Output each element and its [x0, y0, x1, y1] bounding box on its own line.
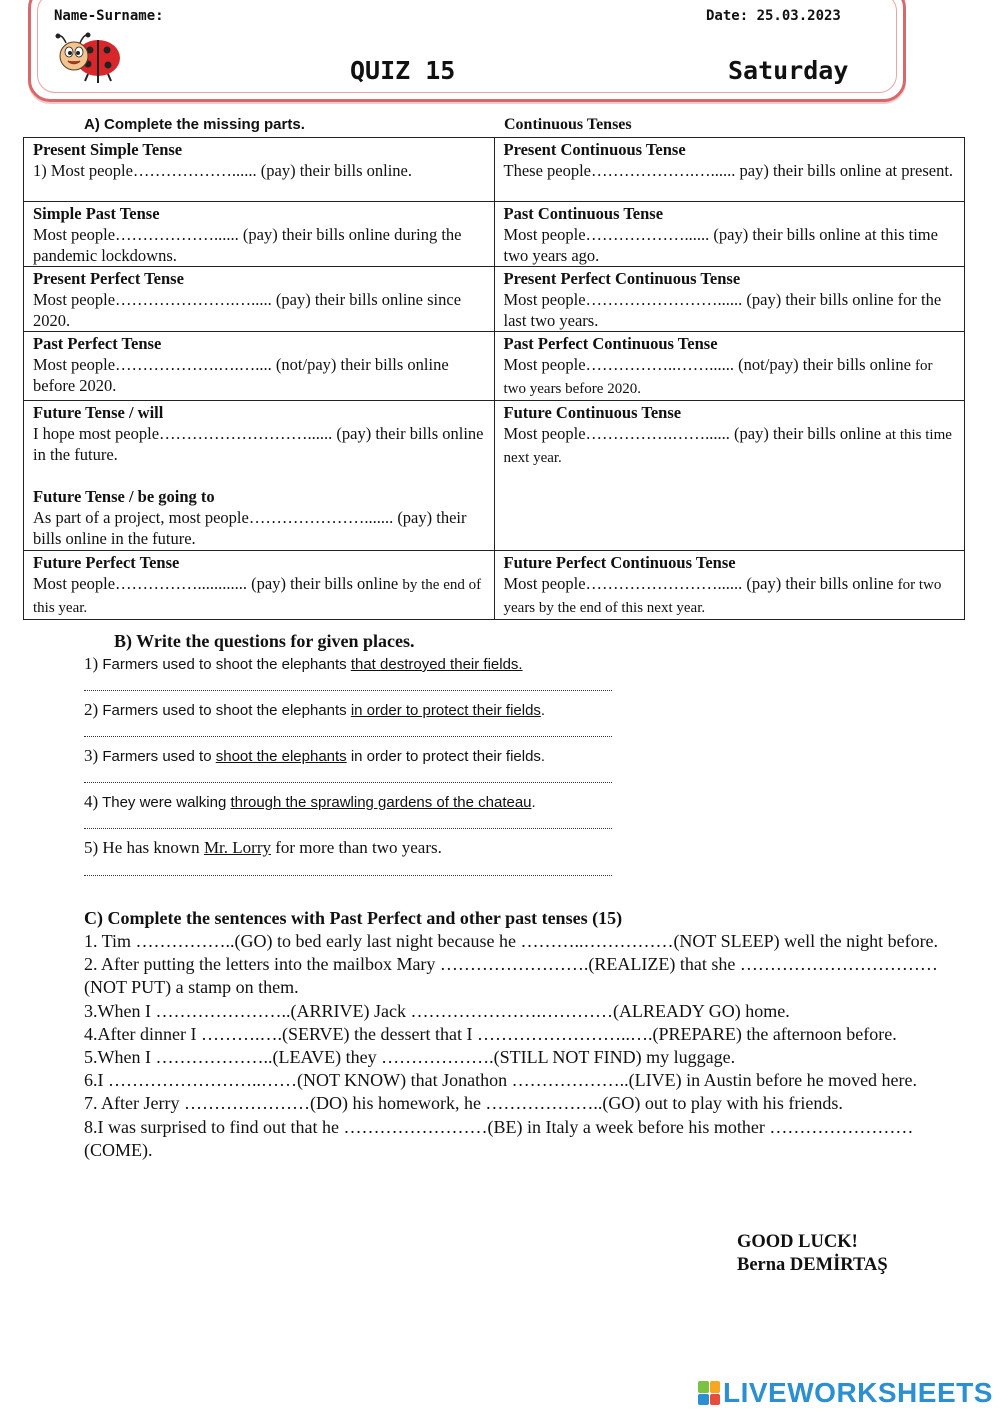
- table-row: [24, 267, 965, 332]
- liveworksheets-text: LIVEWORKSHEETS: [723, 1377, 993, 1408]
- name-surname-label: Name-Surname:: [54, 8, 164, 24]
- table-row: [24, 401, 965, 551]
- section-a-instruction: A) Complete the missing parts.: [84, 116, 305, 133]
- liveworksheets-logo: [698, 1378, 993, 1408]
- sentence-2: 2. After putting the letters into the mailbox Mary …………………….(REALIZE) that she ……………………………(NOT PUT) a stamp on them.: [84, 954, 938, 998]
- sentence-3: 3.When I …………………..(ARRIVE) Jack ………………….…………(ALREADY GO) home.: [84, 1000, 790, 1021]
- tenses-table: [23, 137, 965, 620]
- answer-line-4[interactable]: [84, 828, 612, 829]
- good-luck-text: GOOD LUCK!: [737, 1232, 858, 1252]
- table-cell: Future Continuous Tense Most people…………….……...... (pay) their bills online at this time next year.: [494, 401, 965, 551]
- question-5: 5) He has known Mr. Lorry for more than two years.: [84, 838, 442, 857]
- question-3: 3) Farmers used to shoot the elephants in order to protect their fields.: [84, 746, 546, 765]
- table-row: [24, 551, 965, 620]
- answer-line-1[interactable]: [84, 690, 612, 691]
- answer-line-2[interactable]: [84, 736, 612, 737]
- sentence-7: 7. After Jerry …………………(DO) his homework, he ………………..(GO) out to play with his friends.: [84, 1093, 843, 1114]
- closing-block: [737, 1231, 888, 1277]
- table-cell: Present Continuous Tense These people……………….…...... pay) their bills online at present.: [494, 138, 965, 202]
- table-cell: Simple Past Tense Most people………………...... (pay) their bills online during the pandemic lockdowns.: [24, 202, 495, 267]
- table-cell: Present Perfect Tense Most people………………….…..... (pay) their bills online since 2020.: [24, 267, 495, 332]
- section-b-title: B) Write the questions for given places.: [114, 631, 415, 651]
- table-cell: Past Perfect Continuous Tense Most people……………..……...... (not/pay) their bills online for two years before 2020.: [494, 332, 965, 401]
- table-row: [24, 138, 965, 202]
- table-row: [24, 202, 965, 267]
- date-label: Date: 25.03.2023: [706, 8, 841, 24]
- sentence-6: 6.I ……………………..……(NOT KNOW) that Jonathon ………………..(LIVE) in Austin before he moved here.: [84, 1070, 918, 1091]
- question-4: 4) They were walking through the sprawling gardens of the chateau.: [84, 792, 536, 811]
- table-cell: Future Tense / will I hope most people………………………...... (pay) their bills online in the future. Future Tense / be going to As part of a project, most people…………………....... (pay) their bills online in the future.: [24, 401, 495, 551]
- section-c-sentences: [84, 930, 964, 1162]
- sentence-8: 8.I was surprised to find out that he ……………………(BE) in Italy a week before his mother ……………………(COME).: [84, 1116, 914, 1160]
- answer-line-5[interactable]: [84, 875, 612, 876]
- table-cell: Past Perfect Tense Most people……………….….….... (not/pay) their bills online before 2020.: [24, 332, 495, 401]
- quiz-day: Saturday: [728, 56, 849, 85]
- table-row: [24, 332, 965, 401]
- question-2: 2) Farmers used to shoot the elephants in order to protect their fields.: [84, 700, 546, 719]
- table-cell: Past Continuous Tense Most people………………...... (pay) their bills online at this time two years ago.: [494, 202, 965, 267]
- ladybug-icon: [52, 28, 124, 84]
- sentence-4: 4.After dinner I ……….….(SERVE) the dessert that I ……………………..….(PREPARE) the afternoon before.: [84, 1023, 897, 1044]
- sentence-1: 1. Tim ……………..(GO) to bed early last night because he ………..……………(NOT SLEEP) well the night before.: [84, 931, 939, 951]
- sentence-5: 5.When I ………………..(LEAVE) they ……………….(STILL NOT FIND) my luggage.: [84, 1047, 736, 1068]
- continuous-tenses-heading: Continuous Tenses: [504, 116, 632, 133]
- table-cell: Future Perfect Tense Most people……………............ (pay) their bills online by the end of this year.: [24, 551, 495, 620]
- table-cell: Present Perfect Continuous Tense Most people……………………...... (pay) their bills online for the last two years.: [494, 267, 965, 332]
- author-name: Berna DEMİRTAŞ: [737, 1255, 888, 1275]
- liveworksheets-mark-icon: [698, 1381, 720, 1405]
- answer-line-3[interactable]: [84, 782, 612, 783]
- section-c-title: C) Complete the sentences with Past Perfect and other past tenses (15): [84, 908, 623, 928]
- quiz-title: QUIZ 15: [350, 56, 456, 85]
- table-cell: Present Simple Tense 1) Most people………………...... (pay) their bills online.: [24, 138, 495, 202]
- table-cell: Future Perfect Continuous Tense Most people……………………...... (pay) their bills online for two years by the end of this next year.: [494, 551, 965, 620]
- question-1: 1) Farmers used to shoot the elephants that destroyed their fields.: [84, 654, 523, 673]
